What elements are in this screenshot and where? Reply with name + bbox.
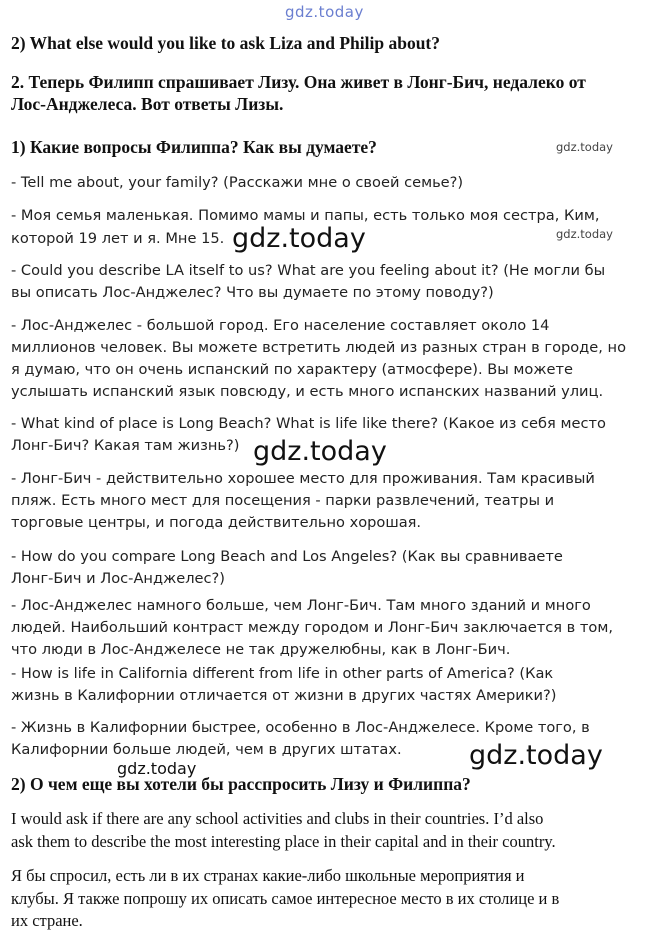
- dialog-line: - Лонг-Бич - действительно хорошее место для проживания. Там красивый: [11, 470, 595, 487]
- watermark-top: gdz.today: [285, 3, 364, 21]
- section-2-heading-line-1: 2. Теперь Филипп спрашивает Лизу. Она живет в Лонг-Бич, недалеко от: [11, 72, 586, 92]
- question-2-ru-heading: 2) О чем еще вы хотели бы расспросить Лизу и Филиппа?: [11, 774, 471, 794]
- answer-ru-line: их стране.: [11, 911, 83, 930]
- dialog-line: - Жизнь в Калифорнии быстрее, особенно в Лос-Анджелесе. Кроме того, в: [11, 719, 590, 736]
- dialog-line: вы описать Лос-Анджелес? Что вы думаете по этому поводу?): [11, 284, 494, 301]
- dialog-line: торговые центры, и погода действительно хорошая.: [11, 514, 422, 531]
- dialog-line: - How is life in California different from life in other parts of America? (Как: [11, 665, 554, 682]
- dialog-line: - Лос-Анджелес - большой город. Его население составляет около 14: [11, 317, 550, 334]
- dialog-line: пляж. Есть много мест для посещения - парки развлечений, театры и: [11, 492, 555, 509]
- section-2-heading-line-2: Лос-Анджелеса. Вот ответы Лизы.: [11, 94, 284, 114]
- answer-ru-line: клубы. Я также попрошу их описать самое интересное место в их столице и в: [11, 889, 560, 908]
- dialog-line: миллионов человек. Вы можете встретить людей из разных стран в городе, но: [11, 339, 627, 356]
- watermark-big-2: gdz.today: [253, 436, 387, 467]
- answer-ru-line: Я бы спросил, есть ли в их странах какие-либо школьные мероприятия и: [11, 866, 525, 885]
- question-1-heading: 1) Какие вопросы Филиппа? Как вы думаете?: [11, 137, 377, 157]
- dialog-line: людей. Наибольший контраст между городом и Лонг-Бич заключается в том,: [11, 619, 613, 636]
- dialog-line: - Could you describe LA itself to us? What are you feeling about it? (Не могли бы: [11, 262, 606, 279]
- watermark-small-2: gdz.today: [556, 227, 613, 241]
- watermark-big-1: gdz.today: [232, 223, 366, 254]
- dialog-line: я думаю, что он очень испанский по характеру (атмосфере). Вы можете: [11, 361, 573, 378]
- dialog-line: - Моя семья маленькая. Помимо мамы и папы, есть только моя сестра, Ким,: [11, 207, 600, 224]
- dialog-line: Калифорнии больше людей, чем в других штатах.: [11, 741, 402, 758]
- dialog-line: которой 19 лет и я. Мне 15.: [11, 230, 225, 247]
- dialog-line: Лонг-Бич? Какая там жизнь?): [11, 437, 240, 454]
- watermark-small-1: gdz.today: [556, 140, 613, 154]
- dialog-line: - How do you compare Long Beach and Los Angeles? (Как вы сравниваете: [11, 548, 563, 565]
- answer-en-line: ask them to describe the most interesting place in their capital and in their country.: [11, 832, 556, 851]
- dialog-line: Лонг-Бич и Лос-Анджелес?): [11, 570, 225, 587]
- watermark-mid: gdz.today: [117, 759, 197, 778]
- watermark-big-3: gdz.today: [469, 740, 603, 771]
- dialog-line: что люди в Лос-Анджелесе не так дружелюбны, как в Лонг-Бич.: [11, 641, 511, 658]
- dialog-line: - Лос-Анджелес намного больше, чем Лонг-Бич. Там много зданий и много: [11, 597, 591, 614]
- dialog-line: жизнь в Калифорнии отличается от жизни в других частях Америки?): [11, 687, 557, 704]
- dialog-line: - What kind of place is Long Beach? What is life like there? (Какое из себя место: [11, 415, 606, 432]
- dialog-line: услышать испанский язык повсюду, и есть много испанских названий улиц.: [11, 383, 604, 400]
- question-2-title: 2) What else would you like to ask Liza and Philip about?: [11, 33, 440, 53]
- answer-en-line: I would ask if there are any school activities and clubs in their countries. I’d also: [11, 809, 544, 828]
- dialog-line: - Tell me about, your family? (Расскажи мне о своей семье?): [11, 174, 464, 191]
